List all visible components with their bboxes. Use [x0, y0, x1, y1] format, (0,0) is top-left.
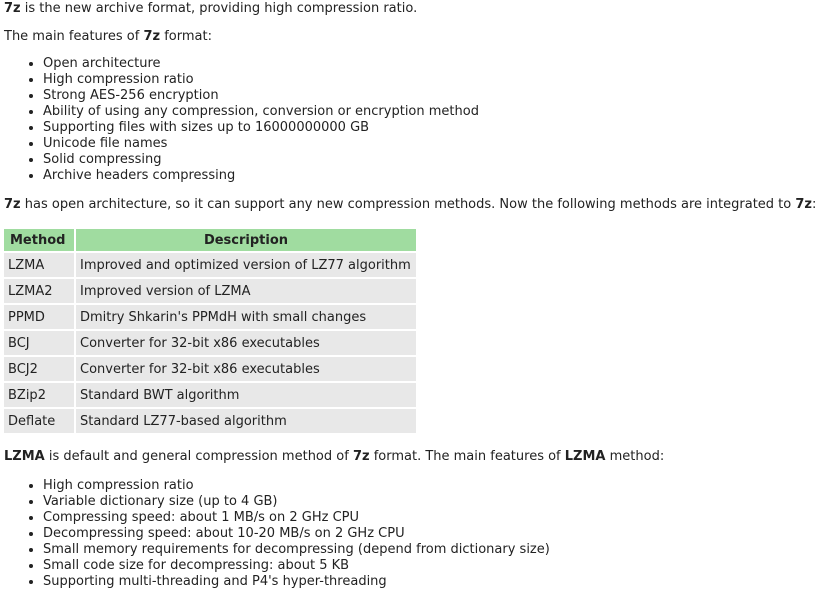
intro-text: is the new archive format, providing high compression ratio.: [20, 1, 418, 16]
method-name: LZMA: [564, 449, 606, 464]
lzma-heading-text: format. The main features of: [369, 449, 565, 464]
description-cell: Converter for 32-bit x86 executables: [76, 331, 416, 355]
table-row: [4, 331, 416, 355]
list-item: Supporting multi-threading and P4's hyper-threading: [4, 574, 550, 590]
list-item: Solid compressing: [4, 152, 479, 168]
architecture-paragraph: [4, 197, 816, 213]
table-row: [4, 279, 416, 303]
methods-table: [2, 227, 418, 435]
table-row: [4, 305, 416, 329]
format-name: 7z: [143, 29, 161, 44]
description-cell: Converter for 32-bit x86 executables: [76, 357, 416, 381]
description-cell: Improved and optimized version of LZ77 algorithm: [76, 253, 416, 277]
method-cell: Deflate: [4, 409, 74, 433]
method-cell: LZMA: [4, 253, 74, 277]
list-item: Unicode file names: [4, 136, 479, 152]
description-cell: Improved version of LZMA: [76, 279, 416, 303]
features-heading-prefix: The main features of: [4, 29, 144, 44]
features-heading: [4, 29, 212, 45]
table-row: [4, 357, 416, 381]
format-name: 7z: [352, 449, 370, 464]
list-item: Decompressing speed: about 10-20 MB/s on 2 GHz CPU: [4, 526, 550, 542]
column-header-description: Description: [76, 229, 416, 251]
description-cell: Standard BWT algorithm: [76, 383, 416, 407]
list-item: Supporting files with sizes up to 16000000000 GB: [4, 120, 479, 136]
features-heading-suffix: format:: [160, 29, 212, 44]
list-item: Variable dictionary size (up to 4 GB): [4, 494, 550, 510]
format-name: 7z: [4, 197, 21, 212]
method-cell: BCJ: [4, 331, 74, 355]
description-cell: Dmitry Shkarin's PPMdH with small changes: [76, 305, 416, 329]
list-item: Open architecture: [4, 56, 479, 72]
list-item: High compression ratio: [4, 72, 479, 88]
table-row: [4, 383, 416, 407]
table-row: [4, 409, 416, 433]
lzma-features-list: [4, 478, 550, 590]
lzma-heading-text: method:: [605, 449, 665, 464]
architecture-end: :: [811, 197, 817, 212]
list-item: Ability of using any compression, conversion or encryption method: [4, 104, 479, 120]
list-item: High compression ratio: [4, 478, 550, 494]
table-row: [4, 253, 416, 277]
description-cell: Standard LZ77-based algorithm: [76, 409, 416, 433]
method-name: LZMA: [4, 449, 45, 464]
list-item: Compressing speed: about 1 MB/s on 2 GHz CPU: [4, 510, 550, 526]
method-cell: BCJ2: [4, 357, 74, 381]
features-list: [4, 56, 479, 184]
list-item: Archive headers compressing: [4, 168, 479, 184]
format-name: 7z: [795, 197, 812, 212]
lzma-heading-text: is default and general compression method of: [44, 449, 353, 464]
method-cell: BZip2: [4, 383, 74, 407]
list-item: Small code size for decompressing: about 5 KB: [4, 558, 550, 574]
method-cell: PPMD: [4, 305, 74, 329]
table-header-row: [4, 229, 416, 251]
column-header-method: Method: [4, 229, 74, 251]
list-item: Strong AES-256 encryption: [4, 88, 479, 104]
method-cell: LZMA2: [4, 279, 74, 303]
list-item: Small memory requirements for decompressing (depend from dictionary size): [4, 542, 550, 558]
format-name: 7z: [4, 1, 21, 16]
lzma-heading: [4, 449, 664, 465]
intro-paragraph: [4, 1, 417, 17]
architecture-text: has open architecture, so it can support any new compression methods. Now the following methods are integrated to: [20, 197, 796, 212]
